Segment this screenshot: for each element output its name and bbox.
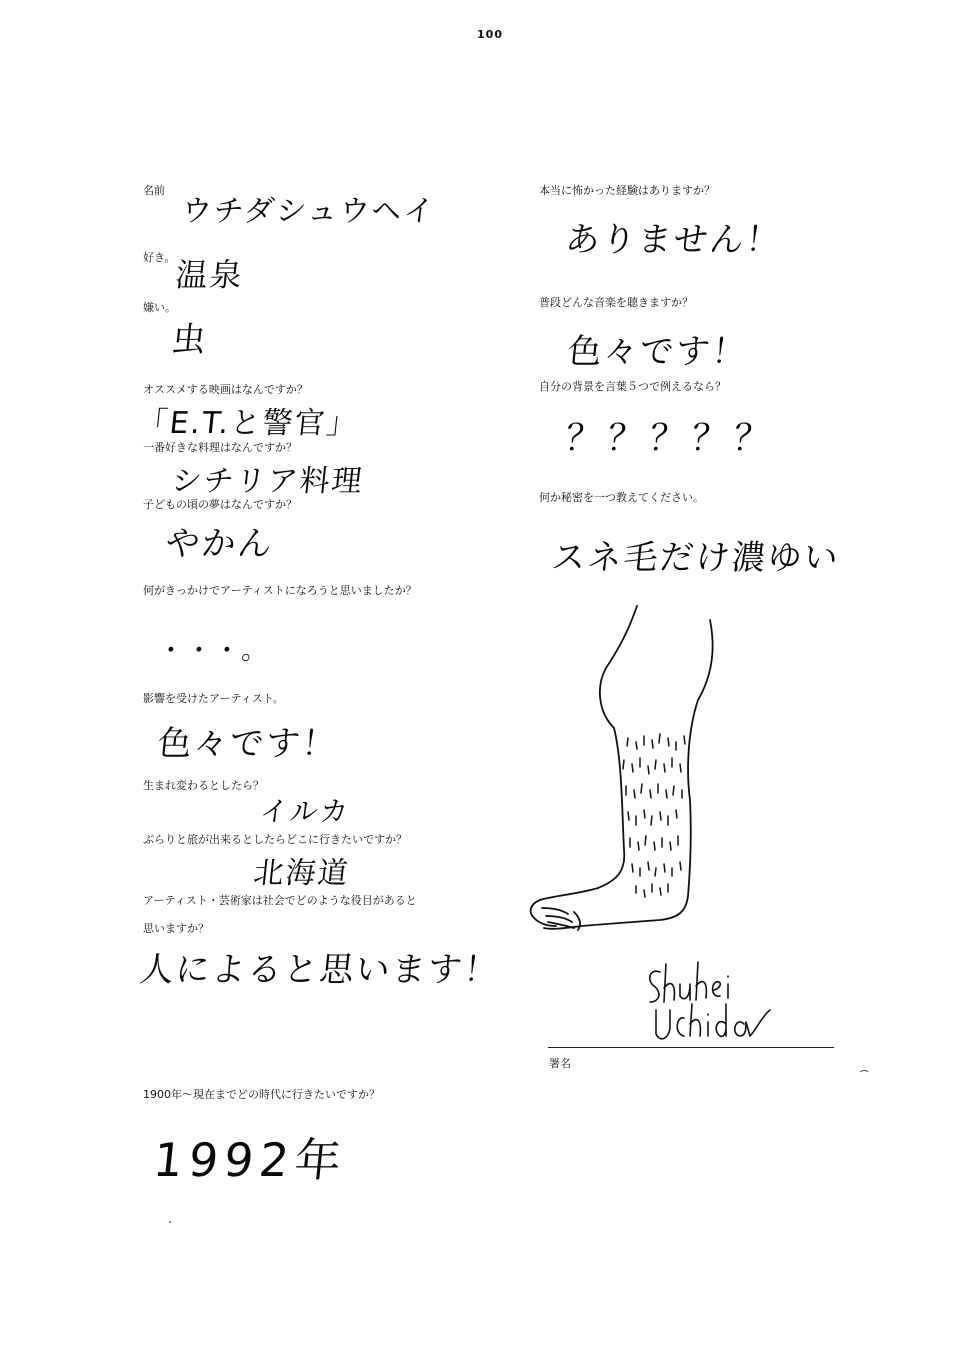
question-artist-trigger: 何がきっかけでアーティストになろうと思いましたか？	[143, 584, 417, 597]
answer-dislikes: 虫	[169, 320, 210, 360]
signature-label: 署名	[549, 1057, 571, 1070]
question-likes: 好き。	[143, 251, 176, 264]
answer-background-words: ？？？？？	[563, 418, 778, 459]
answer-favorite-dish: シチリア料理	[169, 464, 366, 499]
question-music: 普段どんな音楽を聴きますか？	[539, 296, 693, 309]
question-secret: 何か秘密を一つ教えてください。	[539, 491, 704, 504]
answer-era: 1992年	[150, 1133, 350, 1187]
answer-name: ウチダシュウヘイ	[179, 194, 438, 229]
question-artist-role: アーティスト・芸術家は社会でどのような役目があると	[143, 894, 417, 907]
answer-secret: スネ毛だけ濃ゆい	[549, 538, 842, 578]
answer-childhood-dream: やかん	[163, 524, 276, 564]
question-dislikes: 嫌い。	[143, 301, 176, 314]
question-travel: ぶらりと旅が出来るとしたらどこに行きたいですか？	[143, 833, 407, 846]
question-influences: 影響を受けたアーティスト。	[143, 692, 284, 705]
answer-reborn: イルカ	[258, 795, 352, 828]
question-childhood-dream: 子どもの頃の夢はなんですか？	[143, 498, 297, 511]
question-reborn: 生まれ変わるとしたら？	[143, 779, 264, 792]
question-recommended-movie: オススメする映画はなんですか？	[143, 383, 308, 396]
question-artist-role-line2: 思いますか？	[143, 922, 209, 935]
answer-music: 色々です！	[565, 332, 750, 372]
answer-artist-trigger: ・・・。	[156, 636, 272, 666]
answer-likes: 温泉	[173, 256, 246, 294]
question-favorite-dish: 一番好きな料理はなんですか？	[143, 441, 297, 454]
question-name: 名前	[143, 184, 165, 197]
question-background-words: 自分の背景を言葉５つで例えるなら？	[539, 380, 726, 393]
answer-travel: 北海道	[251, 856, 352, 891]
answer-recommended-movie: 「E.T.と警官」	[135, 406, 361, 441]
question-era: 1900年～現在までどの時代に行きたいですか？	[143, 1088, 380, 1101]
page-number: 100	[477, 28, 503, 41]
answer-artist-role: 人によると思います！	[137, 950, 502, 990]
answer-influences: 色々です！	[155, 724, 340, 764]
question-scary-experience: 本当に怖かった経験はありますか？	[539, 184, 715, 197]
answer-scary-experience: ありません！	[563, 220, 784, 260]
